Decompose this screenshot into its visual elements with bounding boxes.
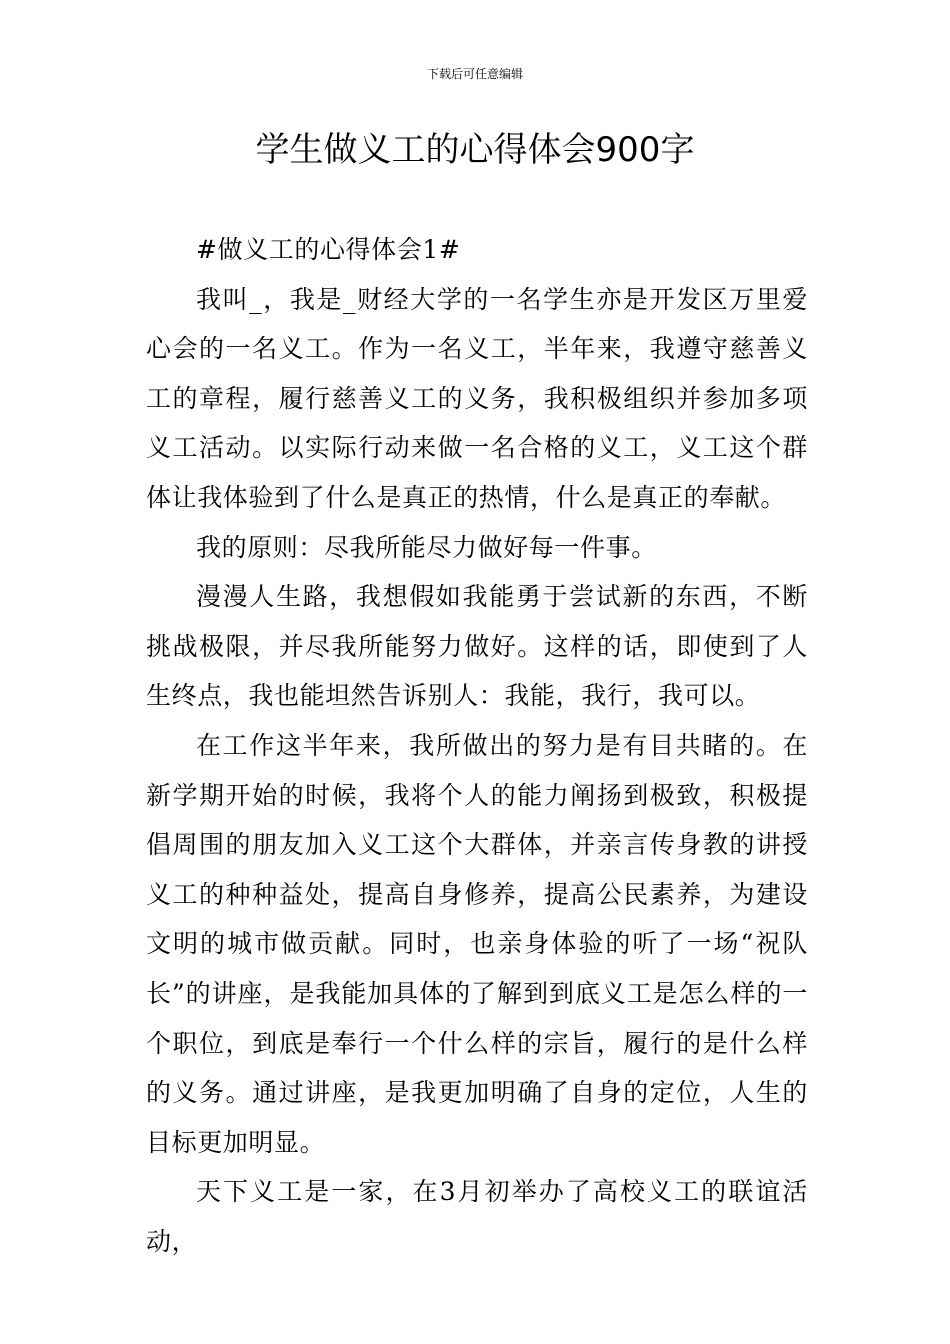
header-note: 下载后可任意编辑 bbox=[426, 67, 523, 81]
document-title: 学生做义工的心得体会900字 bbox=[255, 130, 695, 170]
body-paragraph: 我的原则：尽我所能尽力做好每一件事。 bbox=[196, 532, 657, 562]
body-paragraph: 在工作这半年来，我所做出的努力是有目共睹的。在新学期开始的时候，我将个人的能力阐扬到极致，积极提倡周围的朋友加入义工这个大群体，并亲言传身教的讲授义工的种种益处，提高自身修养，提高公民素养，为建设文明的城市做贡献。同时，也亲身体验的听了一场“祝队长”的讲座，是我能加具体的了解到到底义工是怎么样的一个职位，到底是奉行一个什么样的宗旨，履行的是什么样的义务。通过讲座，是我更加明确了自身的定位，人生的目标更加明显。 bbox=[146, 730, 808, 1157]
body-paragraph: 我叫_，我是_财经大学的一名学生亦是开发区万里爱心会的一名义工。作为一名义工，半年来，我遵守慈善义工的章程，履行慈善义工的义务，我积极组织并参加多项义工活动。以实际行动来做一名合格的义工，义工这个群体让我体验到了什么是真正的热情，什么是真正的奉献。 bbox=[146, 284, 808, 512]
document-body bbox=[146, 225, 808, 1266]
body-paragraph: 漫漫人生路，我想假如我能勇于尝试新的东西，不断挑战极限，并尽我所能努力做好。这样的话，即使到了人生终点，我也能坦然告诉别人：我能，我行，我可以。 bbox=[146, 582, 808, 711]
section-heading: #做义工的心得体会1# bbox=[196, 235, 461, 264]
body-paragraph: 天下义工是一家，在3月初举办了高校义工的联谊活动， bbox=[146, 1177, 808, 1256]
